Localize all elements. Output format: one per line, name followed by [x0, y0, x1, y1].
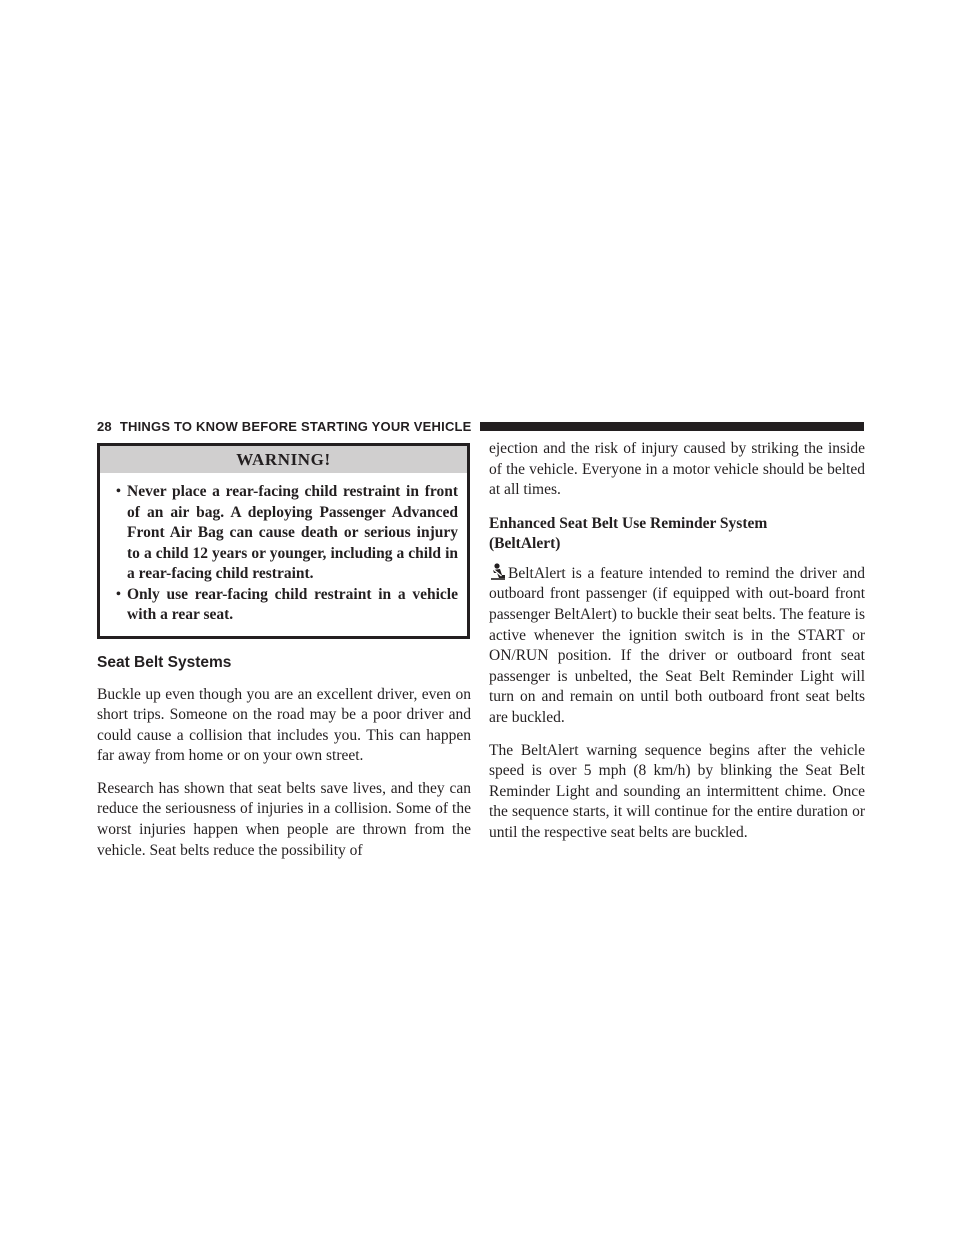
header-rule [480, 422, 864, 431]
page-header [97, 417, 864, 435]
body-paragraph: Buckle up even though you are an excellent driver, even on short trips. Someone on the road may be a poor driver and could cause a collision that includes you. This can happen far away from home or on your own street. [97, 685, 471, 765]
bullet-icon: • [116, 586, 121, 602]
seat-belt-icon [489, 563, 507, 581]
warning-title: WARNING! [100, 446, 467, 473]
warning-item-text: Only use rear-facing child restraint in a vehicle with a rear seat. [127, 585, 458, 623]
warning-item [116, 482, 458, 585]
bullet-icon: • [116, 484, 121, 499]
body-paragraph: Research has shown that seat belts save lives, and they can reduce the seriousness of injuries in a collision. Some of the worst injuries happen when people are thrown from the vehicle. Seat belts reduce the possibility of [97, 779, 471, 859]
seat-belt-systems-heading: Seat Belt Systems [97, 653, 232, 671]
warning-box [97, 443, 470, 639]
page-number: 28 [97, 418, 112, 434]
warning-item-text: Never place a rear-facing child restraint in front of an air bag. A deploying Passenger Advanced Front Air Bag can cause death or serious injury to a child 12 years or younger, including a child in a rear-facing child restraint. [127, 483, 458, 582]
left-column [97, 443, 471, 861]
beltalert-heading-line1: Enhanced Seat Belt Use Reminder System [489, 514, 768, 532]
beltalert-heading [489, 514, 865, 555]
body-paragraph: The BeltAlert warning sequence begins after the vehicle speed is over 5 mph (8 km/h) by blinking the Seat Belt Reminder Light and sounding an intermittent chime. Once the sequence starts, it will continue for the entire duration or until the respective seat belts are buckled. [489, 741, 865, 841]
body-paragraph-continued: ejection and the risk of injury caused by striking the inside of the vehicle. Everyone in a motor vehicle should be belted at all times. [489, 440, 865, 499]
right-column [489, 439, 865, 844]
warning-item [116, 585, 458, 626]
beltalert-heading-line2: (BeltAlert) [489, 535, 561, 553]
page-section-title: THINGS TO KNOW BEFORE STARTING YOUR VEHICLE [119, 418, 472, 434]
beltalert-paragraph-text: BeltAlert is a feature intended to remind the driver and outboard front passenger (if equipped with out-board front passenger BeltAlert) to buckle their seat belts. The feature is active whenever the ignition switch is in the START or ON/RUN position. If the driver or outboard front seat passenger is unbelted, the Seat Belt Reminder Light will turn on and remain on until both outboard front seat belts are buckled. [489, 564, 865, 726]
warning-list [100, 473, 467, 636]
beltalert-paragraph [489, 563, 865, 729]
